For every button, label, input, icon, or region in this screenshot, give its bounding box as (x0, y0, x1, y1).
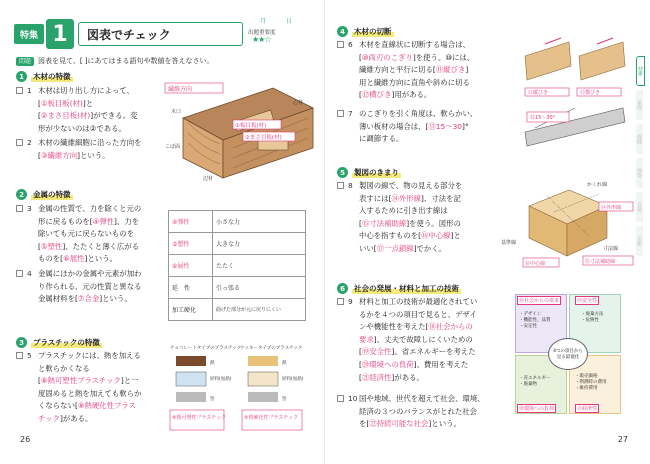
checkbox[interactable] (16, 139, 23, 146)
text: ]、たたくと薄く広がる (62, 241, 140, 251)
checkbox[interactable] (337, 182, 344, 189)
safety-label: ⑲安全性 (577, 298, 598, 304)
frequency-label: 出題重要度 (248, 30, 276, 36)
text: 金属材料を[ (38, 294, 78, 304)
question-number: 1 (27, 86, 32, 95)
section-number: 4 (337, 26, 348, 37)
text: [ (38, 376, 41, 386)
koguchi-label: 木口 (171, 109, 182, 115)
section-5-head (337, 167, 401, 178)
table-cell (213, 299, 306, 321)
text: [ (38, 150, 41, 160)
text: ]を使う。⑩には、 (412, 52, 475, 62)
section-title: 製図のきまり (354, 168, 399, 177)
line: 国や地域、世代を超えて社会、環境、 (359, 394, 485, 403)
thermoset-label: ⑨熱硬化性プラスチック (244, 415, 299, 421)
tab-health[interactable]: 保健 (636, 124, 643, 154)
answer: ⑦合金 (77, 294, 100, 304)
line (359, 193, 462, 206)
text: [ (359, 372, 362, 382)
desc: 曲げた部分が元に戻りにくい (216, 307, 282, 313)
title-box (78, 22, 243, 46)
checkbox[interactable] (16, 87, 23, 94)
text: ンや機能性を考えた[ (359, 322, 429, 332)
line: 製図の線で、物の見える部分を (359, 181, 463, 190)
answer: ⑭外形線 (391, 193, 422, 203)
economy-items: ・販売価格 ・利潤時の費用 ・維持費用 (575, 374, 607, 391)
text: くならない[ (38, 401, 78, 411)
material-label-b: 原料(加熱) (282, 377, 304, 382)
checkbox[interactable] (337, 110, 344, 117)
text: 中心を指すものを[ (359, 231, 422, 241)
text: 薄い板材の場合は、[ (359, 121, 429, 131)
line: 度固めると熱を加えても軟らか (38, 388, 142, 398)
text: ]を使う。図形の (406, 218, 461, 228)
saw-figure (515, 36, 633, 152)
line (359, 321, 477, 334)
answer: ⑤塑性 (40, 241, 63, 251)
tab-home[interactable]: 家庭 (636, 90, 643, 120)
checkbox[interactable] (16, 205, 23, 212)
answer: ⑧熱可塑性プラスチック (40, 376, 121, 386)
table-cell: 延 性 (169, 277, 213, 299)
table-row (169, 299, 306, 321)
answer: ⑮寸法補助線 (361, 218, 407, 228)
text: ]がある。 (59, 413, 93, 423)
table-cell: ⑤塑性 (169, 233, 213, 255)
answer: ⑥展性 (63, 254, 85, 264)
table-cell (213, 277, 306, 299)
text: ]という。 (428, 419, 461, 429)
text: ] (465, 65, 469, 75)
answer: ⑲安全性 (361, 347, 392, 357)
table-cell (213, 255, 306, 277)
line (38, 375, 141, 388)
text: ]と一 (120, 376, 139, 386)
line: と軟らかくなる (38, 363, 90, 373)
answer: チック (38, 413, 60, 423)
date-line (250, 16, 302, 25)
angle-label: ⑬15〜30° (530, 115, 556, 121)
page-number-right: 27 (617, 435, 628, 444)
text: ]、力を (114, 216, 140, 226)
checkbox[interactable] (16, 270, 23, 277)
section-number: 1 (16, 71, 27, 82)
special-number: 1 (46, 19, 74, 49)
text: ]と (82, 98, 94, 108)
table-row (169, 233, 306, 255)
answer: ㉒持続可能な社会 (369, 419, 429, 429)
answer: ⑯中心線 (421, 231, 451, 241)
question-number: 2 (27, 138, 32, 147)
outline-label: ⑭外形線 (601, 205, 622, 211)
mold-label-a: 型 (210, 397, 215, 402)
chocolate-type-label: チョコレートタイプのプラスチック (170, 346, 242, 351)
section-title: 社会の発展・材料と加工の技術 (354, 284, 459, 293)
metal-properties-table (168, 210, 306, 321)
fiber-direction-label: 繊維方向 (168, 86, 193, 93)
heartwood-label: 心材 (293, 100, 304, 106)
desc: 大きな力 (216, 241, 241, 248)
masame-label: ②まさ目板(材) (245, 135, 282, 141)
section-2-head (16, 189, 73, 200)
pith-label: 辺材 (203, 176, 214, 182)
question-number: 8 (348, 181, 353, 190)
page-number-left: 26 (20, 435, 31, 444)
answer: ①板目板(材) (40, 98, 83, 108)
answer: ⑳環境への負荷 (361, 359, 414, 369)
table-cell (213, 211, 306, 233)
text: ]という。 (84, 254, 117, 264)
line: 木材は切り出し方によって、 (38, 86, 134, 95)
line: 金属の性質で、力を除くと元の (38, 204, 142, 213)
rip-cut-label: ⑪縦びき (528, 90, 549, 96)
month-label: 月 (260, 18, 267, 25)
cookie-type-label: クッキータイプのプラスチック (240, 346, 303, 351)
text: 表すには[ (359, 193, 392, 203)
answer: ⑨熱硬化性プラス (77, 401, 136, 411)
text: ]、省エネルギーを考えた (391, 347, 476, 357)
section-title: 木材の特徴 (33, 72, 71, 81)
answer: ⑪縦びき (435, 65, 466, 75)
question-number: 10 (348, 394, 358, 403)
desc: たたく (216, 263, 235, 270)
table-row (169, 277, 306, 299)
table-row (169, 255, 306, 277)
line (359, 230, 462, 243)
cross-cut-label: ⑫横びき (580, 90, 601, 96)
text: [ (359, 359, 362, 369)
plastic-figure (166, 342, 312, 434)
environment-label: ⑳環境への負荷 (519, 406, 555, 412)
line (38, 293, 141, 306)
text: ]がある。 (391, 372, 424, 382)
section-1-head (16, 71, 73, 82)
answer: 要求 (359, 334, 374, 344)
text: ]ができる。変 (90, 111, 138, 121)
hidden-line-label: かくれ線 (587, 182, 608, 188)
line (359, 64, 474, 77)
line: り作られる、元の性質と異なる (38, 281, 142, 291)
text: ものを[ (38, 254, 64, 264)
line (359, 52, 474, 65)
line (38, 400, 141, 413)
text: ]でかく。 (413, 243, 446, 253)
line: 金属にほかの金属や元素が加わ (38, 269, 142, 278)
question-number: 3 (27, 204, 32, 213)
answer: ④弾性 (92, 216, 115, 226)
heat-label-a: 熱 (210, 361, 215, 366)
material-label-a: 原料(加熱) (210, 377, 232, 382)
thermoplastic-label: ⑧熱可塑性プラスチック (172, 415, 227, 421)
section-3-head (16, 337, 102, 348)
question-number: 9 (348, 297, 353, 306)
tab-art[interactable]: 美術 (636, 226, 643, 256)
line: るかを４つの項目で見ると、デザイ (359, 309, 477, 319)
social-items: ・デザイン ・機能性、品質 ・安定性 (519, 312, 551, 329)
answer: ②まさ目板(材) (40, 111, 91, 121)
answer: ⑫横びき (361, 90, 392, 100)
text: [ (359, 90, 362, 100)
mold-label-b: 型 (282, 397, 287, 402)
line: 除いても元に戻らないものを (38, 229, 135, 239)
text: 繊維方向と平行に切る[ (359, 65, 436, 75)
section-title: プラスチックの特徴 (33, 338, 100, 347)
text: ]、費用を考えた (413, 359, 469, 369)
text: を[ (359, 419, 370, 429)
question-number: 5 (27, 351, 32, 360)
line (38, 413, 141, 426)
text: ]という。 (99, 294, 132, 304)
question-number: 6 (348, 40, 353, 49)
line: に調節する。 (359, 134, 404, 144)
answer: ⑬15〜30 (428, 121, 462, 131)
line (359, 89, 474, 102)
text: [ (38, 241, 41, 251)
line (359, 346, 477, 359)
line (38, 216, 141, 229)
table-cell (213, 233, 306, 255)
base-line-label: 基準線 (501, 240, 517, 246)
section-4-head (337, 26, 394, 37)
section-number: 5 (337, 167, 348, 178)
special-tag: 特集 (14, 24, 44, 44)
text: ]用がある。 (391, 90, 432, 100)
center-line-label: ⑯中心線 (525, 261, 546, 267)
tab-music[interactable]: 音楽 (636, 192, 643, 222)
text: [ (359, 52, 362, 62)
table-cell: ④弾性 (169, 211, 213, 233)
dimension-line-label: 寸法線 (603, 246, 619, 252)
section-number: 6 (337, 283, 348, 294)
text: ]、寸法を記 (421, 193, 461, 203)
environment-items: ・省エネルギー ・廃棄物 (519, 376, 551, 387)
itame-label: ①板目板(材) (235, 123, 267, 129)
line: 木材の繊維細胞に沿った方向を (38, 138, 142, 147)
text: いい[ (359, 243, 377, 253)
line (359, 359, 477, 372)
line: 用と繊維方向に直角や斜めに切る (359, 77, 470, 87)
line: 経済の３つのバランスがとれた社会 (359, 406, 478, 416)
tab-pe[interactable]: 体育 (636, 158, 643, 188)
line (359, 243, 462, 256)
text: [ (359, 218, 362, 228)
table-cell: 加工硬化 (169, 299, 213, 321)
line (38, 98, 137, 111)
section-title: 金属の特徴 (33, 190, 71, 199)
text: ]という。 (77, 150, 110, 160)
text: 形に戻るものを[ (38, 216, 93, 226)
social-label: ⑱社会からの要求 (519, 298, 560, 304)
text: ]、丈夫で故障しにくいための (373, 334, 473, 344)
text: ]° (462, 121, 469, 131)
question-tag: 問題 (16, 57, 34, 66)
subject-tabs (636, 56, 650, 260)
line (359, 418, 485, 431)
desc: 小さな力 (216, 219, 241, 226)
line: のこぎりを引く角度は、軟らかい、 (359, 109, 478, 118)
desc: 引っ張る (216, 285, 241, 292)
line (38, 150, 141, 163)
line (38, 253, 141, 266)
checkbox[interactable] (16, 352, 23, 359)
instructions (16, 56, 214, 66)
line (38, 241, 141, 254)
right-page (325, 0, 650, 464)
line: 形が少ないのは②である。 (38, 123, 126, 133)
question-number: 7 (348, 109, 353, 118)
question-number: 4 (27, 269, 32, 278)
answer: ⑱社会からの (428, 322, 473, 332)
answer: ③繊維方向 (40, 150, 78, 160)
drawing-figure (499, 176, 635, 276)
line: プラスチックには、熱を加える (38, 351, 141, 360)
text: [ (38, 98, 41, 108)
line (359, 121, 477, 134)
safety-items: ・廃棄方法 ・危険性 (581, 312, 604, 323)
line: 木材を直線状に切断する場合は、 (359, 40, 470, 49)
line (359, 334, 477, 347)
table-row (169, 211, 306, 233)
checkbox[interactable] (337, 298, 344, 305)
day-label: 日 (286, 18, 293, 25)
tab-technology[interactable]: 技術 (636, 56, 645, 86)
section-title: 木材の切断 (354, 27, 392, 36)
table-cell: ⑥展性 (169, 255, 213, 277)
heat-label-b: 熱 (282, 361, 287, 366)
kobame-label: こば面 (165, 144, 181, 150)
answer: ⑰一点鎖線 (376, 243, 414, 253)
text: [ (38, 111, 41, 121)
extension-line-label: ⑮寸法補助線 (585, 259, 616, 265)
line (359, 372, 477, 385)
text: ]と (450, 231, 461, 241)
answer: ㉑経済性 (361, 372, 392, 382)
line (359, 218, 462, 231)
line (38, 110, 137, 123)
section-number: 3 (16, 337, 27, 348)
importance-stars: ★★☆ (252, 35, 271, 44)
section-6-head (337, 283, 461, 294)
checkbox[interactable] (337, 395, 344, 402)
answer: ⑩両刃のこぎり (361, 52, 413, 62)
section-number: 2 (16, 189, 27, 200)
text: [ (359, 347, 362, 357)
line: 材料と加工の技術が最適化されてい (359, 297, 478, 306)
center-circle: 4つの項目から見る最適化 (548, 338, 588, 370)
page-title: 図表でチェック (87, 28, 171, 42)
checkbox[interactable] (337, 41, 344, 48)
wood-cutting-figure (163, 78, 315, 182)
evaluation-diagram (515, 294, 621, 414)
economy-label: ㉑経済性 (577, 406, 598, 412)
instructions-text: 図表を見て、[ ]にあてはまる語句や数値を答えなさい。 (38, 57, 214, 65)
line: 入するために引き出す線は (359, 206, 448, 216)
